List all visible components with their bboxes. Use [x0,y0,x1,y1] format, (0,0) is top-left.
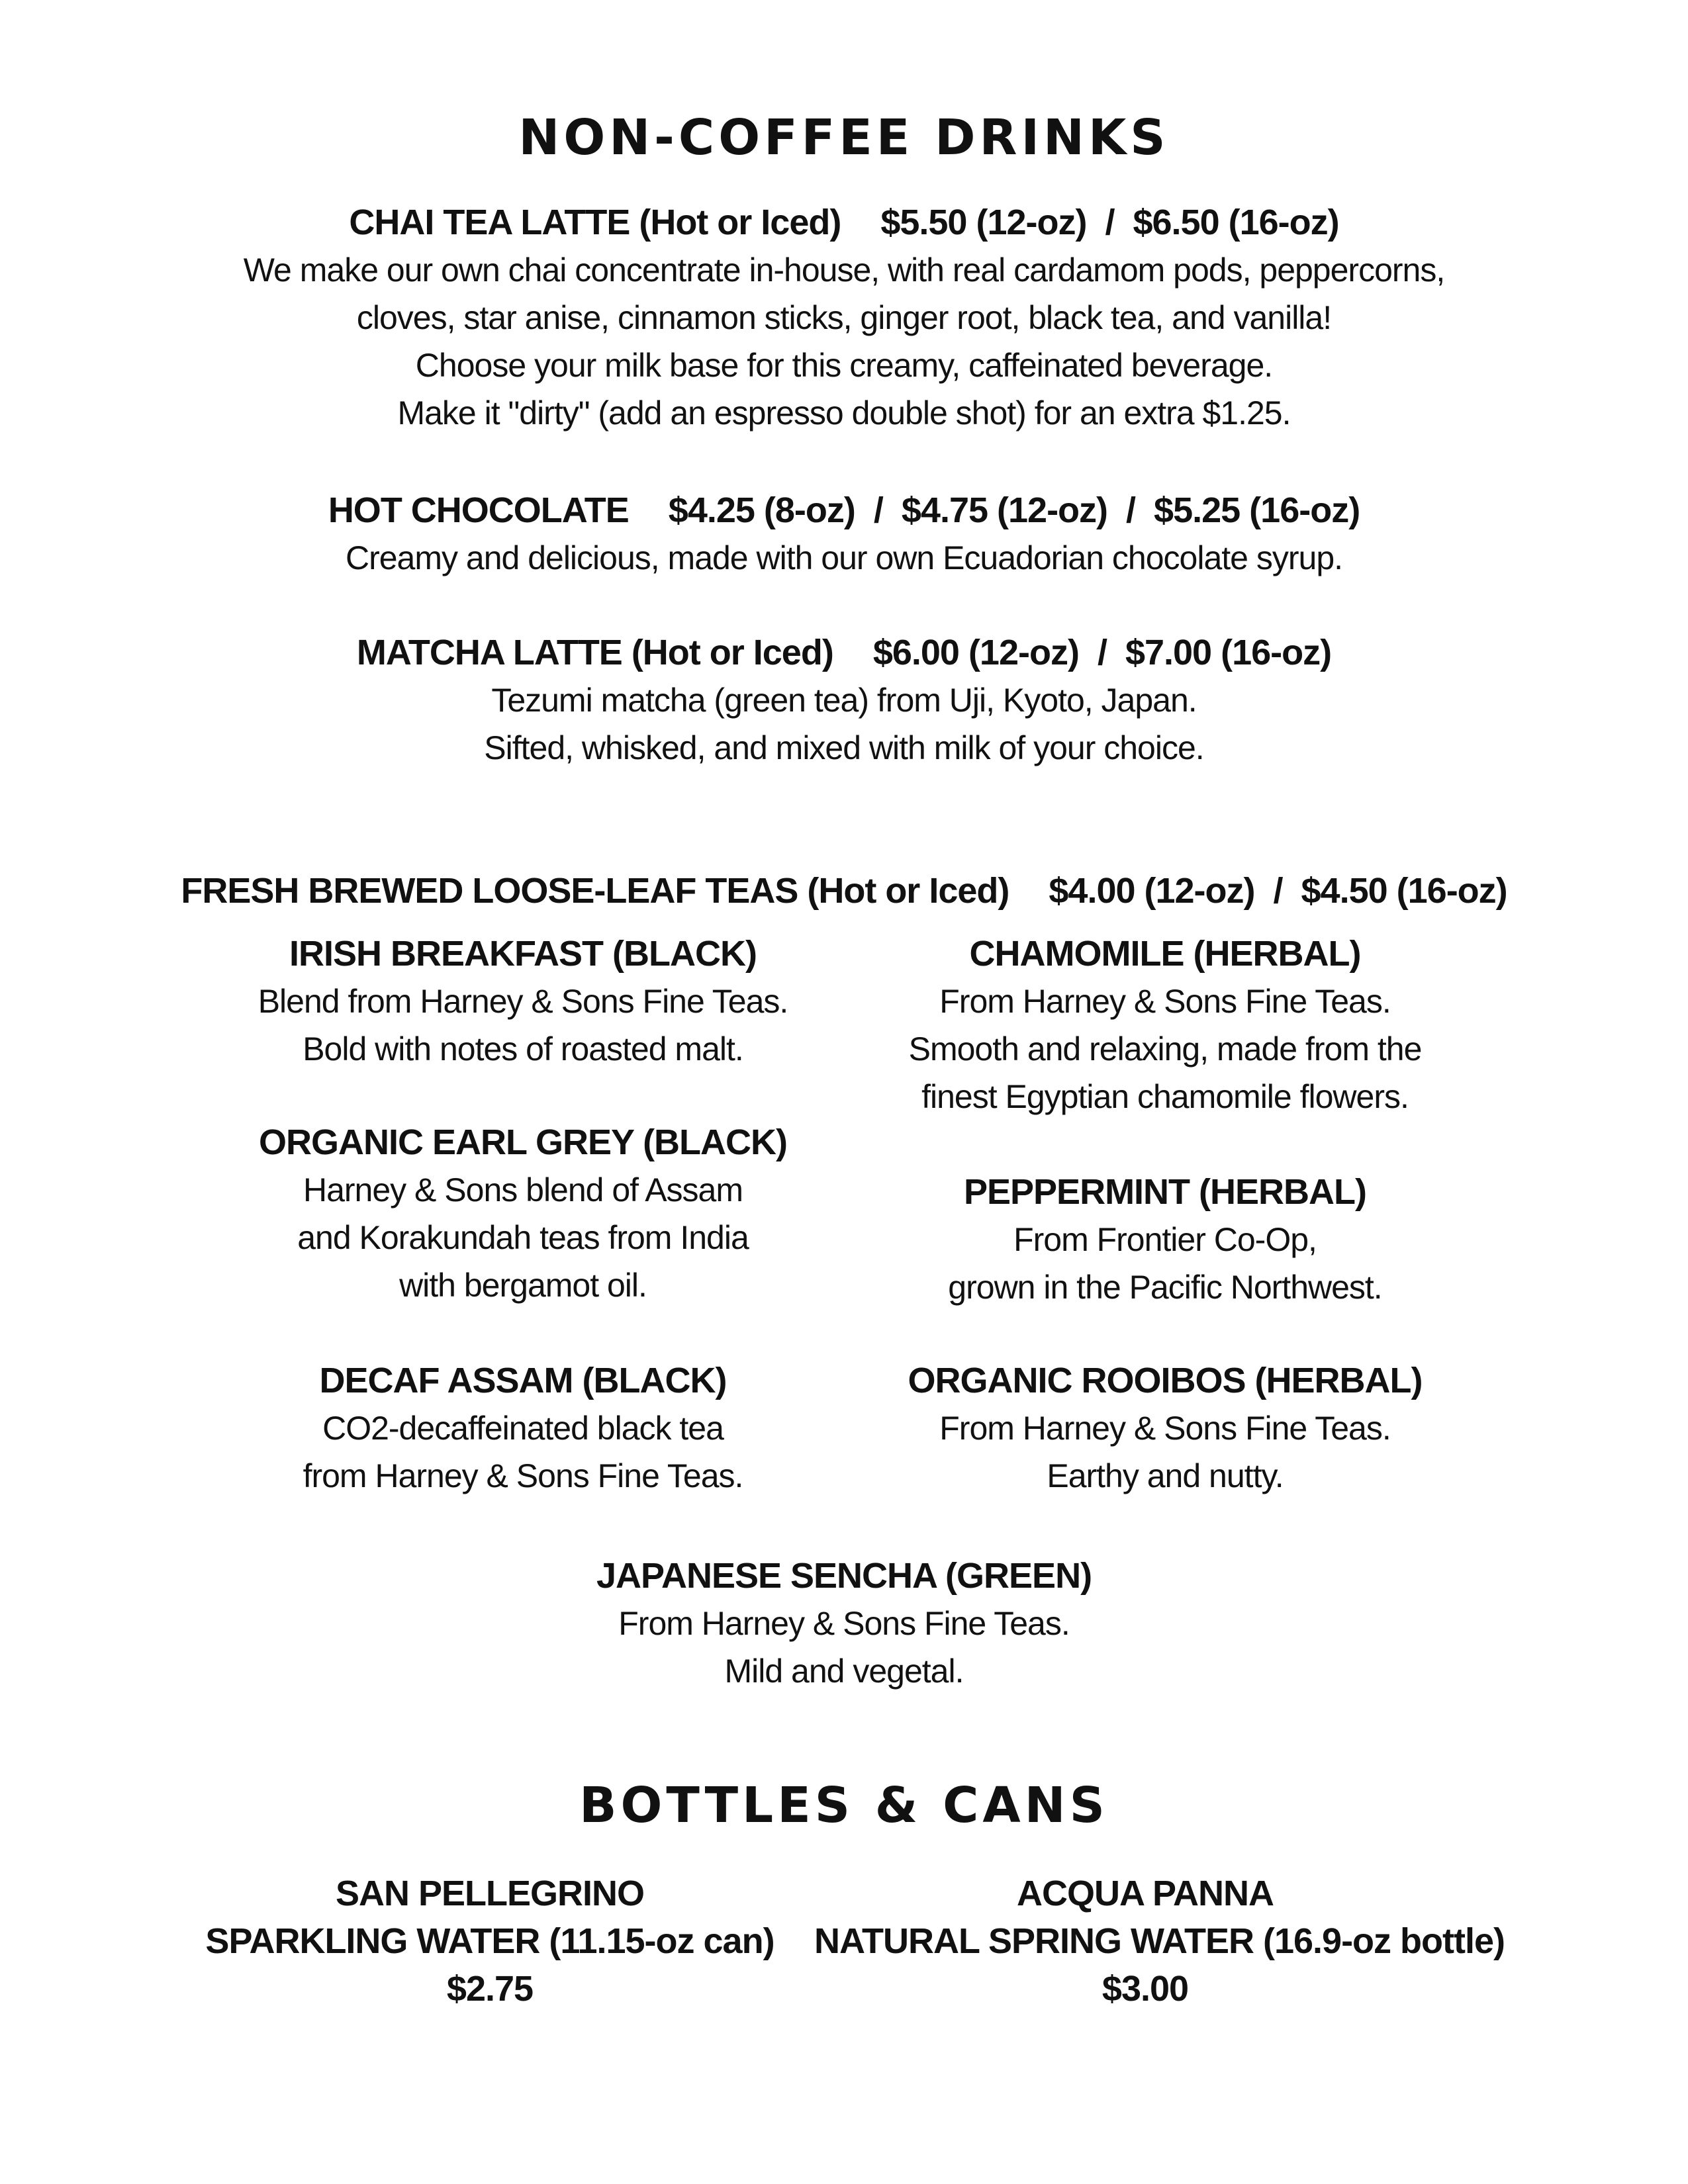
bottle-name: SAN PELLEGRINO [335,1874,645,1913]
item-name: CHAI TEA LATTE (Hot or Iced) [349,203,841,242]
item-heading [0,199,1688,246]
item-desc-line: cloves, star anise, cinnamon sticks, ginger root, black tea, and vanilla! [356,299,1332,336]
tea-name: ORGANIC EARL GREY (BLACK) [258,1122,788,1162]
tea-desc-line: finest Egyptian chamomile flowers. [921,1078,1409,1115]
tea-item-earl-grey [199,1118,847,1309]
tea-item-rooibos [841,1357,1489,1500]
tea-desc-line: Bold with notes of roasted malt. [303,1030,743,1068]
tea-desc-line: with bergamot oil. [399,1267,647,1304]
teas-heading-name: FRESH BREWED LOOSE-LEAF TEAS (Hot or Iced) [181,871,1009,911]
tea-desc-line: From Harney & Sons Fine Teas. [939,1410,1391,1447]
bottle-detail: NATURAL SPRING WATER (16.9-oz bottle) [814,1921,1505,1961]
item-desc-line: Choose your milk base for this creamy, caffeinated beverage. [415,347,1273,384]
item-name: HOT CHOCOLATE [328,490,629,530]
bottle-detail: SPARKLING WATER (11.15-oz can) [205,1921,774,1961]
tea-item-chamomile [841,930,1489,1120]
tea-desc-line: from Harney & Sons Fine Teas. [303,1457,743,1494]
tea-desc-line: Earthy and nutty. [1047,1457,1284,1494]
bottle-price: $3.00 [1102,1969,1189,2009]
tea-desc-line: From Frontier Co-Op, [1013,1221,1317,1258]
teas-heading [0,867,1688,915]
tea-desc-line: CO2-decaffeinated black tea [322,1410,724,1447]
item-desc-line: Tezumi matcha (green tea) from Uji, Kyoto, Japan. [491,682,1197,719]
item-price: $5.50 (12-oz) / $6.50 (16-oz) [880,203,1339,242]
teas-heading-line [0,867,1688,915]
tea-desc-line: Mild and vegetal. [724,1653,964,1690]
tea-name: CHAMOMILE (HERBAL) [969,934,1361,974]
item-desc-line: We make our own chai concentrate in-house, with real cardamom pods, peppercorns, [243,251,1445,289]
tea-name: PEPPERMINT (HERBAL) [963,1172,1366,1212]
item-price: $4.25 (8-oz) / $4.75 (12-oz) / $5.25 (16-oz) [668,490,1360,530]
tea-desc-line: grown in the Pacific Northwest. [948,1269,1382,1306]
tea-desc-line: Blend from Harney & Sons Fine Teas. [258,983,788,1020]
bottle-name: ACQUA PANNA [1017,1874,1274,1913]
bottle-item-acqua-panna [814,1870,1505,2013]
tea-item-sencha [0,1552,1688,1695]
tea-item-peppermint [841,1168,1489,1311]
menu-item-matcha [0,629,1688,772]
tea-desc-line: From Harney & Sons Fine Teas. [939,983,1391,1020]
item-desc-line: Make it "dirty" (add an espresso double shot) for an extra $1.25. [397,394,1291,432]
tea-name: ORGANIC ROOIBOS (HERBAL) [908,1361,1423,1400]
teas-heading-price: $4.00 (12-oz) / $4.50 (16-oz) [1049,871,1507,911]
tea-desc-line: Harney & Sons blend of Assam [303,1171,743,1208]
item-desc-line: Sifted, whisked, and mixed with milk of your choice. [484,729,1204,766]
bottle-item-san-pellegrino [165,1870,814,2013]
item-heading [0,629,1688,676]
bottle-price: $2.75 [446,1969,534,2009]
tea-desc-line: From Harney & Sons Fine Teas. [618,1605,1070,1642]
tea-item-decaf-assam [199,1357,847,1500]
tea-name: JAPANESE SENCHA (GREEN) [596,1556,1092,1596]
menu-item-hot-chocolate [0,486,1688,582]
tea-name: IRISH BREAKFAST (BLACK) [289,934,757,974]
tea-desc-line: Smooth and relaxing, made from the [908,1030,1422,1068]
section-title-non-coffee: NON-COFFEE DRINKS [518,109,1170,166]
item-name: MATCHA LATTE (Hot or Iced) [356,633,833,672]
item-heading [0,486,1688,534]
tea-item-irish-breakfast [199,930,847,1073]
tea-desc-line: and Korakundah teas from India [297,1219,749,1256]
item-desc-line: Creamy and delicious, made with our own Ecuadorian chocolate syrup. [345,539,1343,576]
item-price: $6.00 (12-oz) / $7.00 (16-oz) [872,633,1332,672]
menu-item-chai [0,199,1688,437]
section-title-bottles: BOTTLES & CANS [579,1777,1109,1834]
tea-name: DECAF ASSAM (BLACK) [319,1361,727,1400]
